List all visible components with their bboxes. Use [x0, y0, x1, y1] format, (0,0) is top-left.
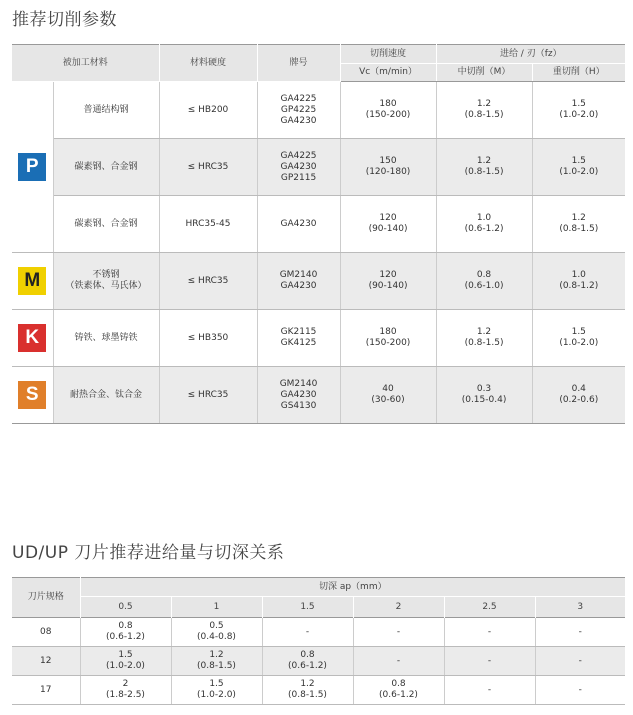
feed-cell: 1.5 (1.0-2.0) — [80, 647, 171, 676]
feed-heavy-cell: 1.5 (1.0-2.0) — [532, 310, 625, 367]
feed-cell: - — [353, 618, 444, 647]
group-s — [12, 367, 53, 424]
material-cell: 碳素钢、合金钢 — [53, 196, 159, 253]
hardness-cell: ≤ HB350 — [159, 310, 257, 367]
feed-cell: 1.2 (0.8-1.5) — [262, 676, 353, 705]
grade-header: 牌号 — [257, 45, 340, 82]
feed-cell: - — [535, 647, 625, 676]
grade-p-badge: P — [18, 153, 46, 181]
feed-header: 进给 / 刃（fz） — [436, 45, 625, 64]
speed-cell: 150 (120-180) — [340, 139, 436, 196]
feed-cell: 0.5 (0.4-0.8) — [171, 618, 262, 647]
feed-medium-cell: 1.2 (0.8-1.5) — [436, 310, 532, 367]
material-cell: 不锈钢 （铁素体、马氏体） — [53, 253, 159, 310]
grade-s-badge: S — [18, 381, 46, 409]
feed-cell: 2 (1.8-2.5) — [80, 676, 171, 705]
feed-cell: 1.2 (0.8-1.5) — [171, 647, 262, 676]
material-cell: 耐热合金、钛合金 — [53, 367, 159, 424]
feed-heavy-cell: 1.5 (1.0-2.0) — [532, 139, 625, 196]
speed-header: 切削速度 — [340, 45, 436, 64]
spec-cell: 08 — [12, 618, 80, 647]
feed-medium-header: 中切削（M） — [436, 64, 532, 82]
grade-cell: GA4225 GP4225 GA4230 — [257, 82, 340, 139]
grade-cell: GM2140 GA4230 GS4130 — [257, 367, 340, 424]
speed-cell: 180 (150-200) — [340, 82, 436, 139]
hardness-cell: ≤ HRC35 — [159, 367, 257, 424]
speed-unit-header: Vc（m/min） — [340, 64, 436, 82]
speed-cell: 120 (90-140) — [340, 253, 436, 310]
material-cell: 铸铁、球墨铸铁 — [53, 310, 159, 367]
feed-medium-cell: 0.8 (0.6-1.0) — [436, 253, 532, 310]
feed-depth-title: UD/UP 刀片推荐进给量与切深关系 — [12, 543, 285, 563]
spec-cell: 17 — [12, 676, 80, 705]
grade-cell: GK2115 GK4125 — [257, 310, 340, 367]
feed-cell: - — [444, 618, 535, 647]
grade-cell: GA4230 — [257, 196, 340, 253]
group-m — [12, 253, 53, 310]
feed-medium-cell: 1.2 (0.8-1.5) — [436, 82, 532, 139]
grade-m-badge: M — [18, 267, 46, 295]
hardness-cell: ≤ HB200 — [159, 82, 257, 139]
feed-cell: - — [444, 676, 535, 705]
depth-col-header: 1.5 — [262, 597, 353, 618]
cutting-params-title: 推荐切削参数 — [12, 10, 117, 30]
feed-medium-cell: 1.0 (0.6-1.2) — [436, 196, 532, 253]
speed-cell: 120 (90-140) — [340, 196, 436, 253]
cutting-params-table — [12, 44, 625, 424]
feed-heavy-cell: 1.5 (1.0-2.0) — [532, 82, 625, 139]
material-cell: 碳素钢、合金钢 — [53, 139, 159, 196]
feed-cell: - — [353, 647, 444, 676]
feed-depth-table — [12, 577, 625, 705]
feed-cell: 0.8 (0.6-1.2) — [353, 676, 444, 705]
depth-col-header: 3 — [535, 597, 625, 618]
feed-cell: - — [535, 676, 625, 705]
feed-heavy-cell: 1.2 (0.8-1.5) — [532, 196, 625, 253]
feed-cell: 0.8 (0.6-1.2) — [80, 618, 171, 647]
material-cell: 普通结构钢 — [53, 82, 159, 139]
grade-cell: GM2140 GA4230 — [257, 253, 340, 310]
spec-cell: 12 — [12, 647, 80, 676]
feed-heavy-cell: 1.0 (0.8-1.2) — [532, 253, 625, 310]
spec-header: 刀片规格 — [12, 578, 80, 618]
grade-cell: GA4225 GA4230 GP2115 — [257, 139, 340, 196]
hardness-cell: ≤ HRC35 — [159, 139, 257, 196]
speed-cell: 180 (150-200) — [340, 310, 436, 367]
feed-cell: 0.8 (0.6-1.2) — [262, 647, 353, 676]
depth-header: 切深 ap（mm） — [80, 578, 625, 597]
hardness-header: 材料硬度 — [159, 45, 257, 82]
group-p — [12, 82, 53, 253]
hardness-cell: HRC35-45 — [159, 196, 257, 253]
feed-heavy-cell: 0.4 (0.2-0.6) — [532, 367, 625, 424]
depth-col-header: 2 — [353, 597, 444, 618]
feed-cell: 1.5 (1.0-2.0) — [171, 676, 262, 705]
group-k — [12, 310, 53, 367]
feed-cell: - — [262, 618, 353, 647]
depth-col-header: 2.5 — [444, 597, 535, 618]
depth-col-header: 1 — [171, 597, 262, 618]
feed-heavy-header: 重切削（H） — [532, 64, 625, 82]
feed-cell: - — [444, 647, 535, 676]
feed-medium-cell: 1.2 (0.8-1.5) — [436, 139, 532, 196]
speed-cell: 40 (30-60) — [340, 367, 436, 424]
material-header: 被加工材料 — [12, 45, 159, 82]
feed-cell: - — [535, 618, 625, 647]
grade-k-badge: K — [18, 324, 46, 352]
depth-col-header: 0.5 — [80, 597, 171, 618]
hardness-cell: ≤ HRC35 — [159, 253, 257, 310]
feed-medium-cell: 0.3 (0.15-0.4) — [436, 367, 532, 424]
